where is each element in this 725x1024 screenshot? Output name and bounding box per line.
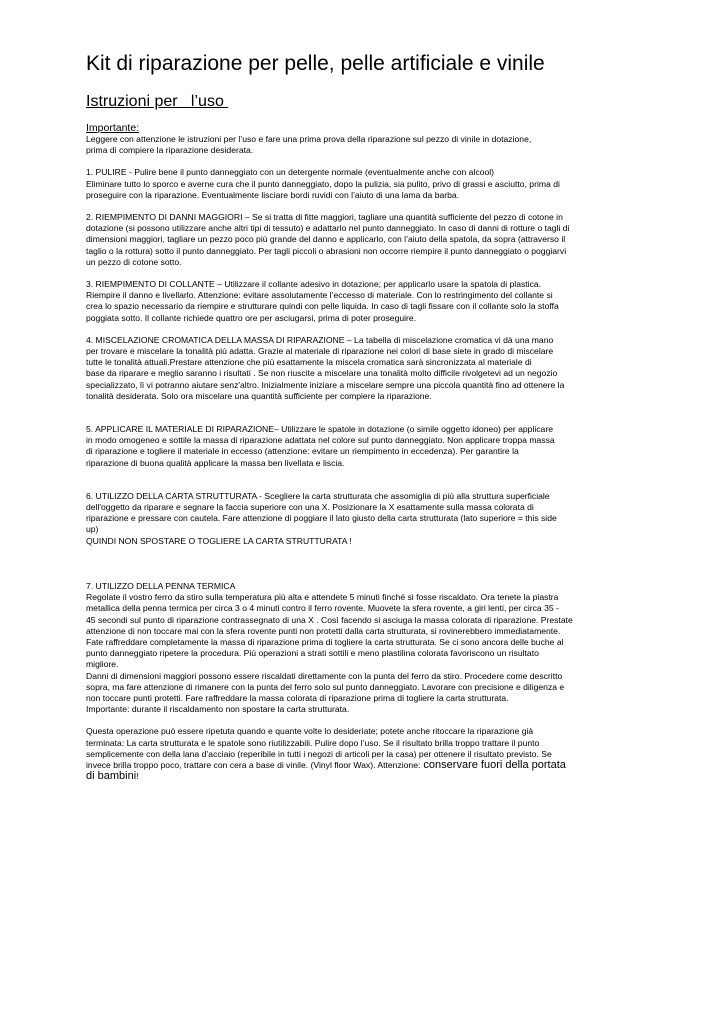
intro-paragraph: Leggere con attenzione le istruzioni per l’uso e fare una prima prova della riparazione sul pezzo di vinile in dotazione, prima di compiere la riparazione desiderata. — [86, 134, 532, 156]
closing-text: Questa operazione può essere ripetuta quando e quante volte lo desideriate; potete anche ritoccare la riparazione già terminata: La carta strutturata e le spatole sono riutilizzabili. Pulire dopo l’uso. Se il risultato brilla troppo trattare il punto semplicemente con della lana d’acciaio (reperibile in tutti i negozi di articoli per la casa) per ottenere il risultato previsto. Se invece brilla troppo poco, trattare con cera a base di vinile. (Vinyl floor Wax). Attenzione: — [86, 726, 552, 770]
page-title: Kit di riparazione per pelle, pelle artificiale e vinile — [86, 52, 545, 75]
document-page — [86, 50, 636, 782]
step-7-paragraph: 7. UTILIZZO DELLA PENNA TERMICA Regolate il vostro ferro da stiro sulla temperatura più alta e attendete 5 minuti finché si fosse riscaldato. Ora tenete la piastra metallica della penna termica per circa 3 o 4 minuti contro il ferro rovente. Muovete la sfera rovente, a giri lenti, per circa 35 - 45 secondi sul punto di riparazione contrassegnato di una X . Così facendo si asciuga la massa colorata di riparazione. Prestate attenzione di non toccare mai con la sfera rovente punti non protetti dalla carta strutturata, si rovinerebbero immediatamente. Fate raffreddare completamente la massa di riparazione prima di togliere la carta strutturata. Se ci sono ancora delle buche al punto danneggiato ripetere la procedura. Più operazioni a strati sottili e meno plastilina colorata favoriscono un risultato migliore. Danni di dimensioni maggiori possono essere riscaldati direttamente con la punta del ferro da stiro. Procedere come descritto sopra, ma fare attenzione di rimanere con la punta del ferro solo sul punto danneggiato. Lavorare con precisione e diligenza e non toccare punti protetti. Fare raffreddare la massa colorata di riparazione prima di togliere la carta strutturata. Importante: durante il riscaldamento non spostare la carta strutturata. — [86, 580, 573, 715]
step-3-paragraph: 3. RIEMPIMENTO DI COLLANTE – Utilizzare il collante adesivo in dotazione; per applicarlo usare la spatola di plastica. Riempire il danno e livellarlo. Attenzione: evitare assolutamente l’eccesso di materiale. Con lo restringimento del collante si crea lo spazio necessario da riempire e strutturare quindi con pelle liquida. In caso di tagli fissare con il collante solo la stoffa poggiata sotto. Il collante richiede quattro ore per asciugarsi, prima di poter proseguire. — [86, 279, 559, 323]
closing-warning-line2: di bambini — [86, 770, 137, 783]
step-4-paragraph: 4. MISCELAZIONE CROMATICA DELLA MASSA DI RIPARAZIONE – La tabella di miscelazione cromatica vi dà una mano per trovare e miscelare la tonalità più adatta. Grazie al materiale di riparazione nei colori di base siete in grado di miscelare tutte le tonalità attuali.Prestare attenzione che più esattamente la miscela cromatica sarà sincronizzata al materiale di base da riparare e meglio saranno i risultati . Se non riuscite a miscelare una tonalità molto difficile rivolgetevi ad un negozio specializzato, lì vi potranno aiutare senz'altro. Inizialmente iniziare a miscelare sempre una piccola quantità fino ad ottenere la tonalità desiderata. Solo ora miscelare una quantità sufficiente per compiere la riparazione. — [86, 334, 565, 401]
section-subtitle: Istruzioni per l’uso — [86, 93, 229, 110]
step-5-paragraph: 5. APPLICARE IL MATERIALE DI RIPARAZIONE– Utilizzare le spatole in dotazione (o simile oggetto idoneo) per applicare in modo omogeneo e sottile la massa di riparazione adattata nel colore sul punto danneggiato. Non applicare troppa massa di riparazione e togliere il materiale in eccesso (attenzione: evitare un riempimento in eccedenza). Per garantire la riparazione di buona qualità applicare la massa ben livellata e liscia. — [86, 424, 555, 468]
step-2-paragraph: 2. RIEMPIMENTO DI DANNI MAGGIORI – Se si tratta di fitte maggiori, tagliare una quantità sufficiente del pezzo di cotone in dotazione (si possono utilizzare anche altri tipi di tessuto) e adattarlo nel punto danneggiato. In caso di danni di rotture o tagli di dimensioni maggiori, tagliare un pezzo poco più grande del danno e applicarlo, con l’aiuto della spatola, da sopra (attraverso il taglio o la rottura) sotto il punto danneggiato. Per tagli piccoli o abrasioni non occorre riempire il punto danneggiato o poggiarvi un pezzo di cotone sotto. — [86, 212, 570, 267]
important-label: Importante: — [86, 122, 140, 134]
step-1-paragraph: 1. PULIRE - Pulire bene il punto danneggiato con un detergente normale (eventualmente anche con alcool) Eliminare tutto lo sporco e averne cura che il punto danneggiato, dopo la pulizia, sia pulito, privo di grassi e asciutto, prima di proseguire con la riparazione. Eventualmente lisciare bordi ruvidi con l’aiuto di una lama da barba. — [86, 167, 560, 200]
closing-warning-line1: conservare fuori della portata — [420, 758, 566, 771]
step-6-paragraph: 6. UTILIZZO DELLA CARTA STRUTTURATA - Scegliere la carta strutturata che assomiglia di più alla struttura superficiale dell'oggetto da riparare e segnare la faccia superiore con una X. Posizionare la X esattamente sulla massa colorata di riparazione e pressare con cautela. Fare attenzione di poggiare il lato giusto della carta strutturata (lato superiore = this side up) QUINDI NON SPOSTARE O TOGLIERE LA CARTA STRUTTURATA ! — [86, 490, 557, 546]
closing-paragraph — [86, 726, 636, 782]
closing-warning-end: ! — [136, 771, 139, 782]
